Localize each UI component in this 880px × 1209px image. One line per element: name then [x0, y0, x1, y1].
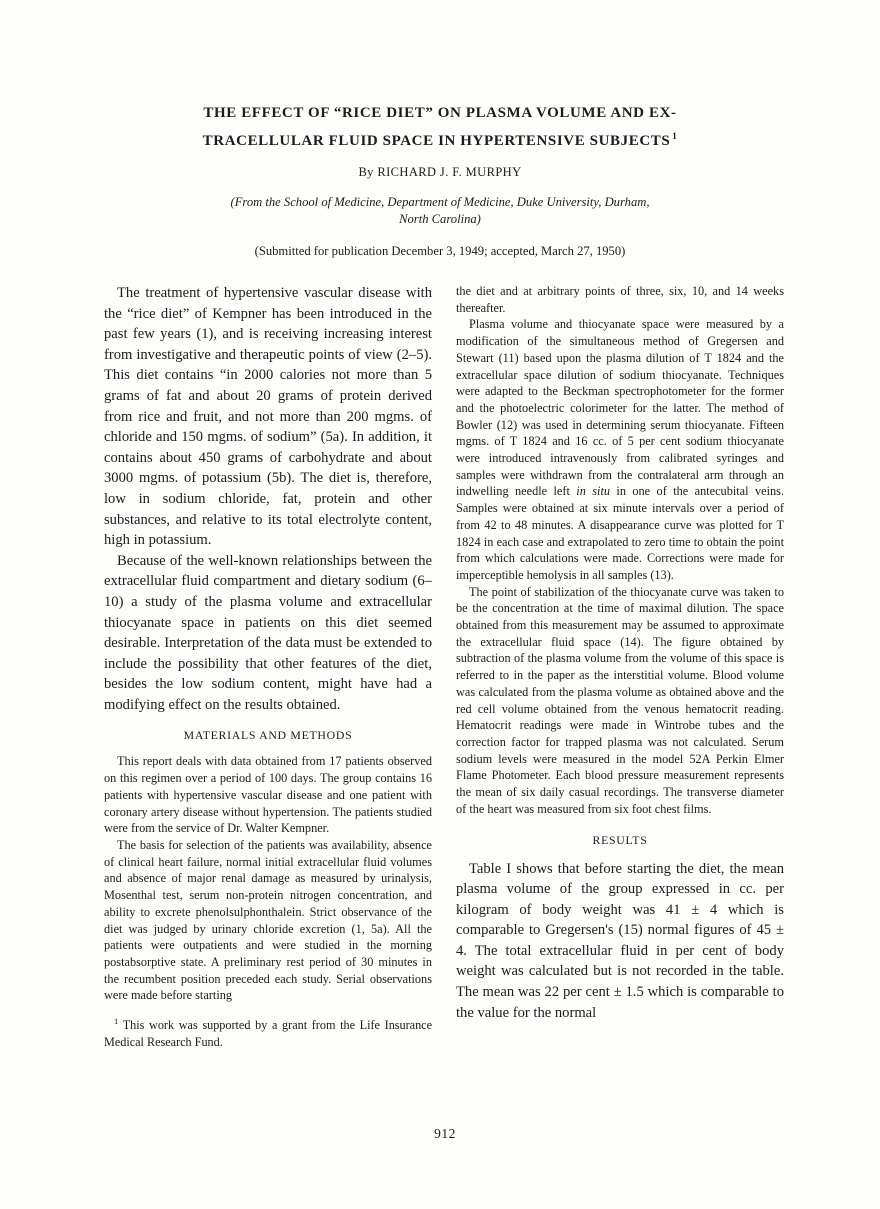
left-column: [104, 283, 432, 1050]
title-line-1: THE EFFECT OF “RICE DIET” ON PLASMA VOLUME AND EX-: [203, 105, 677, 121]
affiliation: [0, 194, 880, 228]
footnote-text: This work was supported by a grant from the Life Insurance Medical Research Fund.: [104, 1018, 432, 1049]
title-line-2-text: TRACELLULAR FLUID SPACE IN HYPERTENSIVE SUBJECTS: [202, 133, 671, 149]
title-footnote-marker: 1: [672, 131, 678, 141]
right-column: [456, 283, 784, 1050]
submission-note: (Submitted for publication December 3, 1949; accepted, March 27, 1950): [254, 244, 626, 258]
article-header: [0, 0, 880, 259]
footnote-marker: 1: [114, 1016, 119, 1027]
results-paragraph: Table I shows that before starting the diet, the mean plasma volume of the group expressed in cc. per kilogram of body weight was 41 ± 4 which is comparable to Gregersen's (15) normal figures of 45 ± 4. The total extracellular fluid in per cent of body weight was calculated but is not recorded in the table. The mean was 22 per cent ± 1.5 which is comparable to the value for the normal: [456, 860, 784, 1021]
article-title: [140, 102, 740, 153]
section-heading-materials-and-methods: MATERIALS AND METHODS: [183, 728, 353, 743]
page-number: 912: [434, 1126, 456, 1141]
byline: By RICHARD J. F. MURPHY: [358, 165, 522, 179]
methods-paragraph: This report deals with data obtained from 17 patients observed on this regimen over a period of 100 days. The group contains 16 patients with hypertensive vascular disease and one patient with coronary artery disease without hypertension. The patients studied were from the service of Dr. Walter Kempner.: [104, 754, 432, 836]
methods-paragraph: The point of stabilization of the thiocyanate curve was taken to be the concentration at the time of maximal dilution. The space obtained from this measurement may be assumed to approximate the extracellular fluid space (14). The figure obtained by subtraction of the plasma volume from the volume of this space is referred to in the paper as the interstitial volume. Blood volume was calculated from the plasma volume as obtained above and the red cell volume obtained from the venous hematocrit reading. Hematocrit readings were made in Wintrobe tubes and the correction factor for trapped plasma was not calculated. Serum sodium levels were measured in the model 52A Perkin Elmer Flame Photometer. Each blood pressure measurement represents the mean of six daily casual recordings. The transverse diameter of the heart was measured from six foot chest films.: [456, 584, 784, 816]
in-situ-italic: in situ: [576, 484, 611, 499]
methods-paragraph: [456, 316, 784, 583]
article-body: [104, 283, 784, 1050]
paragraph-text: in one of the antecubital veins. Samples were obtained at six minute intervals over a period of from 42 to 48 minutes. A disappearance curve was plotted for T 1824 in each case and extrapolated to zero time to obtain the point from which calculations were made. Corrections were made for imperceptible hemolysis in all samples (13).: [456, 484, 784, 582]
title-line-2: [203, 133, 678, 149]
affiliation-line-2: North Carolina): [399, 212, 481, 226]
intro-paragraph: The treatment of hypertensive vascular disease with the “rice diet” of Kempner has been introduced in the past few years (1), and is receiving increasing interest from investigative and therapeutic points of view (2–5). This diet contains “in 2000 calories not more than 5 grams of fat and about 20 grams of protein derived from rice and fruit, and not more than 200 mgms. of chloride and 150 mgms. of sodium” (5a). In addition, it contains about 450 grams of carbohydrate and about 3000 mgms. of potassium (5b). The diet is, therefore, low in sodium chloride, fat, protein and other substances, and relative to its total electrolyte content, high in potassium.: [104, 285, 432, 549]
affiliation-line-1: (From the School of Medicine, Department of Medicine, Duke University, Durham,: [230, 195, 650, 209]
footnote: [104, 1013, 432, 1050]
paragraph-text: Plasma volume and thiocyanate space were measured by a modification of the simultaneous method of Gregersen and Stewart (11) based upon the plasma dilution of T 1824 and the extracellular space dilution of sodium thiocyanate. Techniques were adapted to the Beckman spectrophotometer for the former and the photoelectric colorimeter for the latter. The method of Bowler (12) was used in determining serum thiocyanate. Fifteen mgms. of T 1824 and 16 cc. of 5 per cent sodium thiocyanate were introduced intravenously from calibrated syringes and samples were withdrawn from the contralateral arm through an indwelling needle left: [456, 317, 784, 499]
methods-paragraph: The basis for selection of the patients was availability, absence of clinical heart failure, normal initial extracellular fluid volumes and absence of major renal damage as measured by urinalysis, Mosenthal test, serum non-protein nitrogen concentration, and ability to excrete phenolsulphonthalein. Strict observance of the diet was judged by urinary chloride excretion (1, 5a). All the patients were outpatients and were studied in the morning postabsorptive state. A preliminary rest period of 30 minutes in the recumbent position preceded each study. Serial observations were made before starting: [104, 837, 432, 1003]
intro-paragraph: Because of the well-known relationships between the extracellular fluid compartment and dietary sodium (6–10) a study of the plasma volume and extracellular thiocyanate space in patients on this diet seemed desirable. Interpretation of the data must be extended to include the possibility that other features of the diet, besides the low sodium content, might have had a modifying effect on the results obtained.: [104, 552, 432, 713]
methods-continuation-paragraph: the diet and at arbitrary points of three, six, 10, and 14 weeks thereafter.: [456, 284, 784, 315]
section-heading-results: RESULTS: [592, 832, 648, 847]
